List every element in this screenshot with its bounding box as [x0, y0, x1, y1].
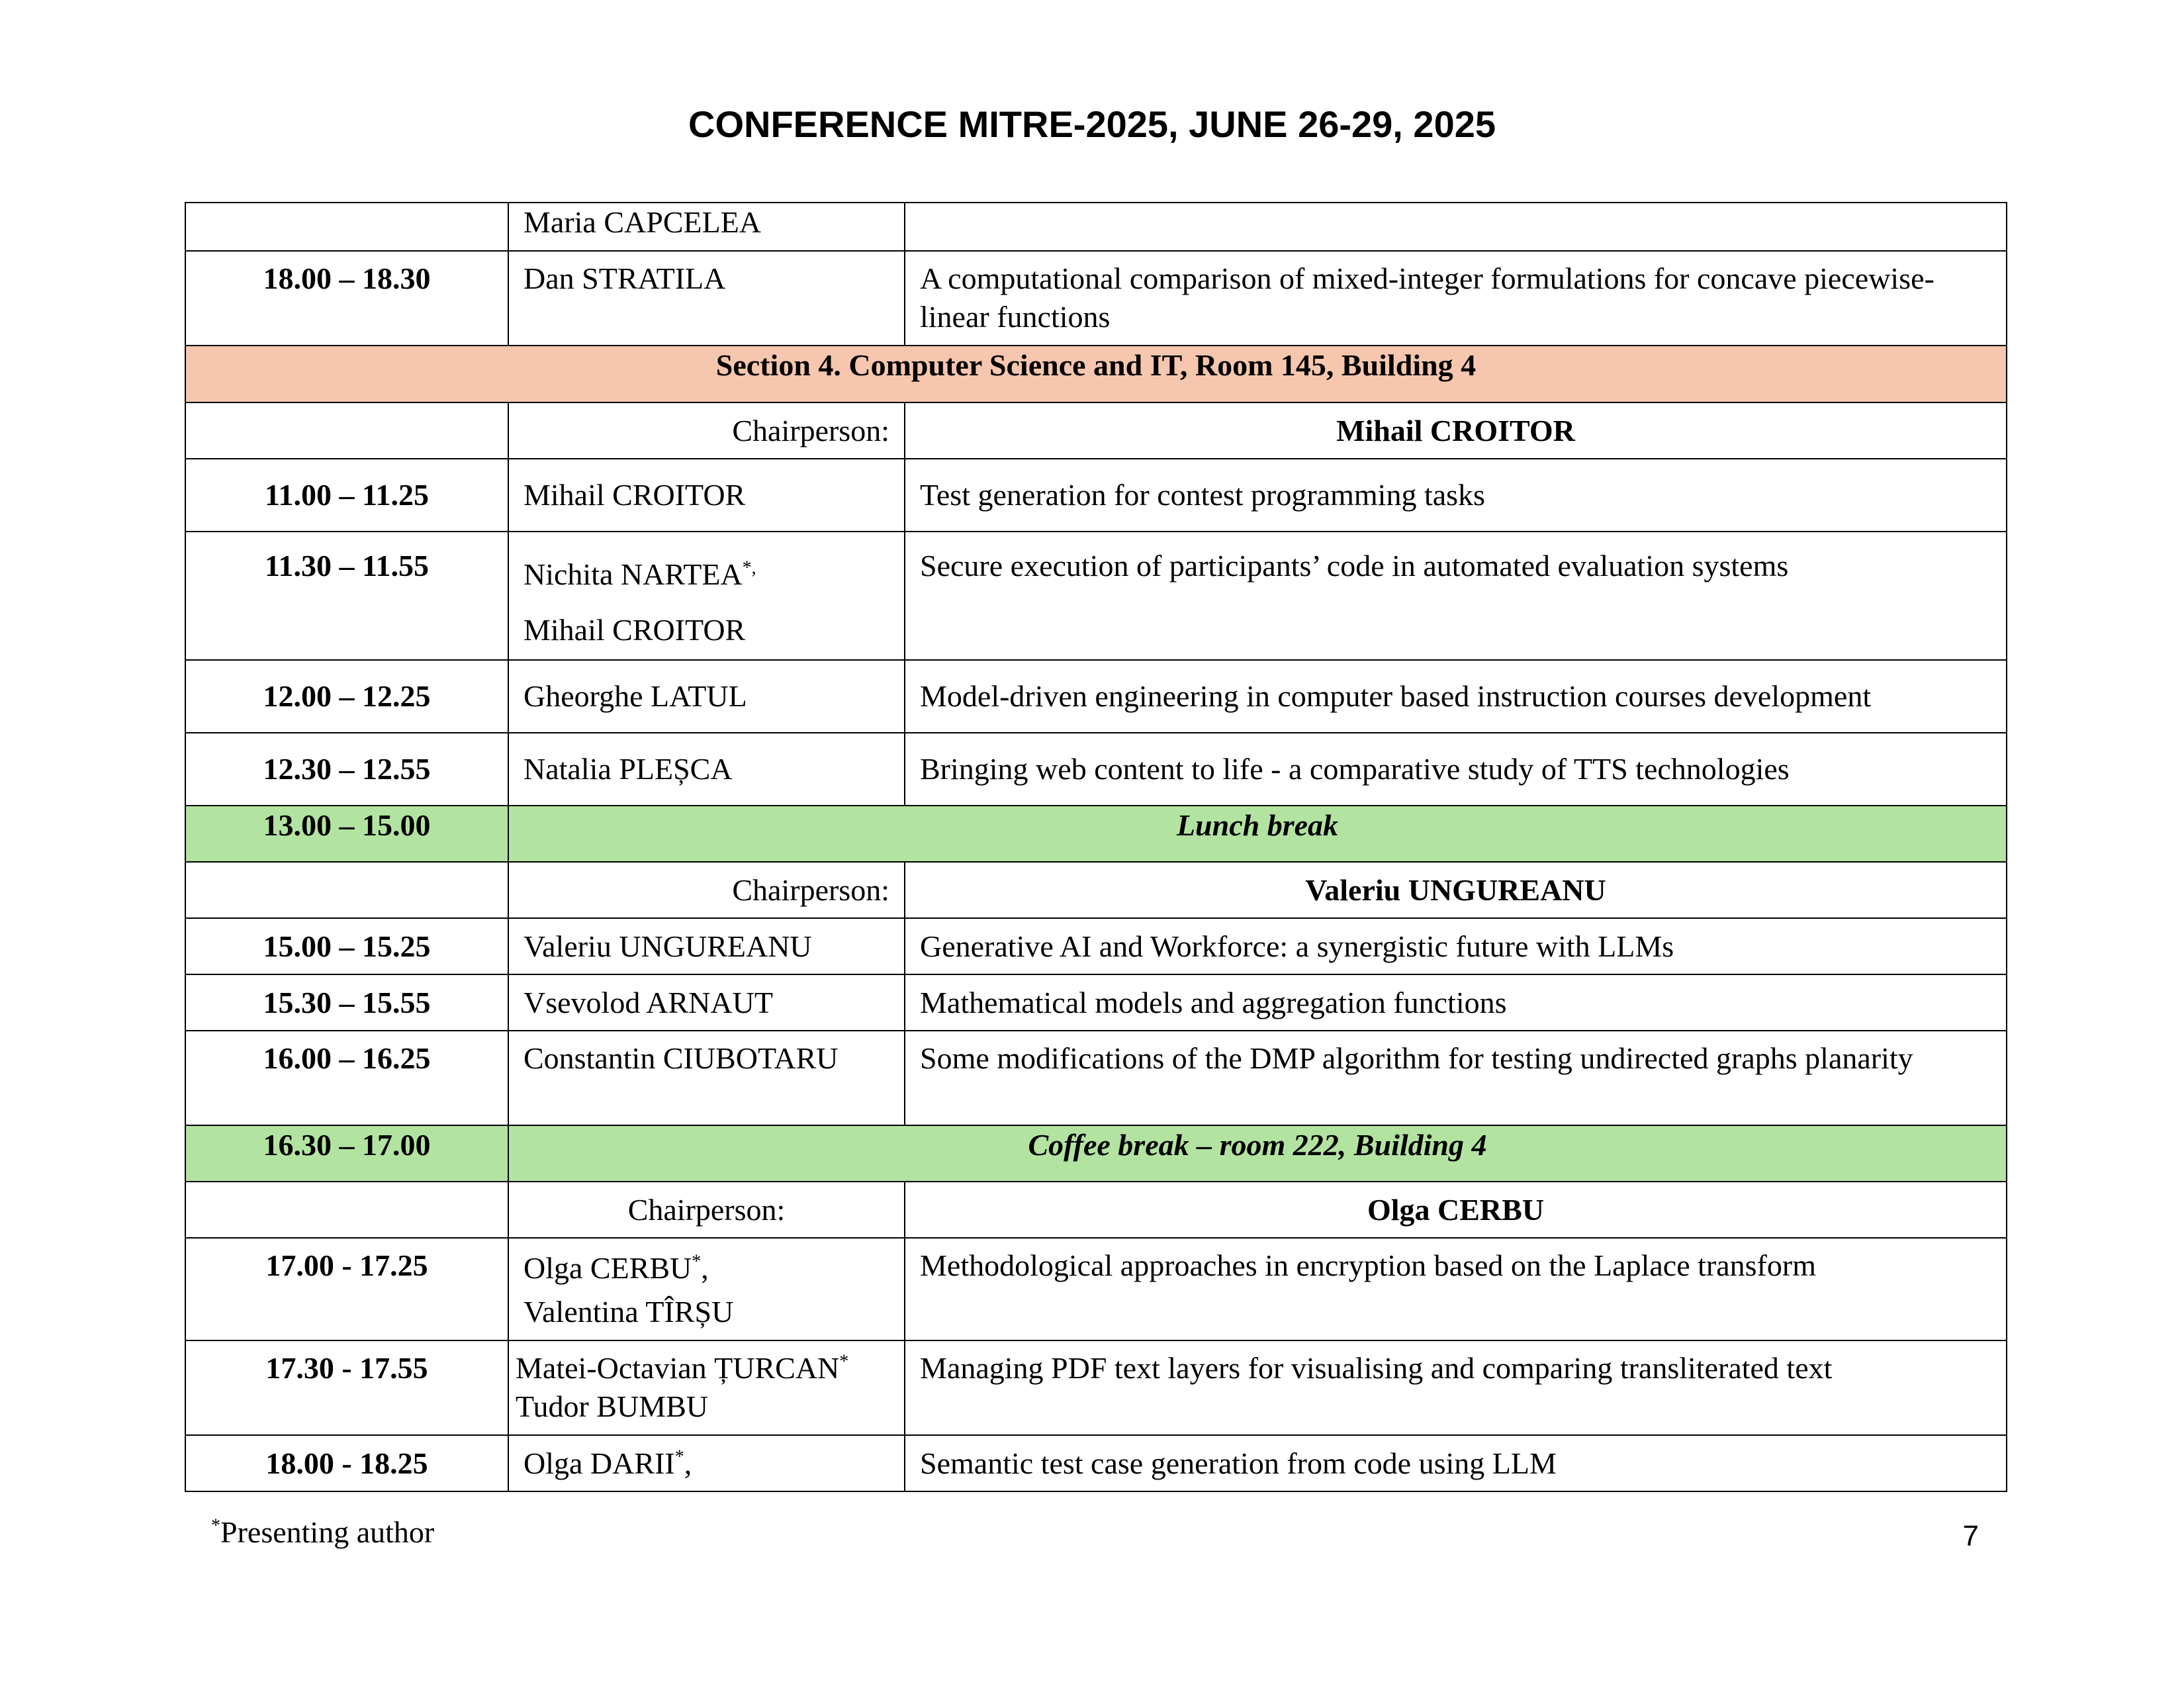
authors-cell: Valeriu UNGUREANU	[508, 918, 905, 974]
authors-cell	[508, 1435, 905, 1491]
table-row	[185, 660, 2007, 733]
time-cell: 16.00 – 16.25	[185, 1031, 508, 1125]
chairperson-name: Valeriu UNGUREANU	[905, 862, 2007, 918]
title-cell: Managing PDF text layers for visualising and comparing transliterated text	[905, 1340, 2007, 1435]
time-cell	[185, 1182, 508, 1238]
author-name: Tudor BUMBU	[516, 1389, 709, 1423]
author-name: Mihail CROITOR	[523, 613, 746, 647]
time-cell	[185, 203, 508, 251]
title-cell: Generative AI and Workforce: a synergistic future with LLMs	[905, 918, 2007, 974]
title-cell: Mathematical models and aggregation functions	[905, 974, 2007, 1031]
author-name: Valentina TÎRȘU	[523, 1295, 734, 1329]
table-row	[185, 733, 2007, 806]
authors-cell	[508, 1238, 905, 1340]
author-name: Matei-Octavian ȚURCAN	[516, 1351, 840, 1385]
footnote-text: Presenting author	[220, 1515, 435, 1549]
page-number: 7	[1962, 1520, 1979, 1552]
authors-cell	[508, 1340, 905, 1435]
presenting-author-mark: *	[674, 1446, 684, 1468]
presenting-author-mark: *	[839, 1351, 849, 1372]
time-cell: 18.00 - 18.25	[185, 1435, 508, 1491]
time-cell: 17.00 - 17.25	[185, 1238, 508, 1340]
title-cell: Test generation for contest programming tasks	[905, 459, 2007, 532]
title-cell	[905, 203, 2007, 251]
author-separator: ,	[684, 1446, 692, 1480]
author-name: Olga CERBU	[523, 1251, 692, 1285]
time-cell: 11.00 – 11.25	[185, 459, 508, 532]
authors-cell: Constantin CIUBOTARU	[508, 1031, 905, 1125]
author-name: Nichita NARTEA	[523, 557, 743, 591]
table-row	[185, 974, 2007, 1031]
table-row	[185, 532, 2007, 660]
chairperson-label: Chairperson:	[508, 862, 905, 918]
break-label: Lunch break	[508, 806, 2007, 862]
time-cell	[185, 402, 508, 459]
title-cell: Model-driven engineering in computer based instruction courses development	[905, 660, 2007, 733]
title-cell: Methodological approaches in encryption based on the Laplace transform	[905, 1238, 2007, 1340]
authors-cell: Natalia PLEȘCA	[508, 733, 905, 806]
time-cell: 15.00 – 15.25	[185, 918, 508, 974]
time-cell: 13.00 – 15.00	[185, 806, 508, 862]
chairperson-name: Olga CERBU	[905, 1182, 2007, 1238]
presenting-author-mark: *,	[742, 557, 756, 579]
chairperson-label: Chairperson:	[508, 402, 905, 459]
author-separator: ,	[701, 1251, 709, 1285]
title-cell: Semantic test case generation from code using LLM	[905, 1435, 2007, 1491]
chairperson-row	[185, 862, 2007, 918]
table-row	[185, 459, 2007, 532]
page-title: CONFERENCE MITRE-2025, JUNE 26-29, 2025	[688, 103, 1496, 145]
table-row	[185, 918, 2007, 974]
table-row	[185, 251, 2007, 346]
table-row	[185, 1238, 2007, 1340]
authors-cell: Maria CAPCELEA	[508, 203, 905, 251]
lunch-break-row	[185, 806, 2007, 862]
authors-cell	[508, 532, 905, 660]
title-cell: Some modifications of the DMP algorithm for testing undirected graphs planarity	[905, 1031, 2007, 1125]
table-row	[185, 203, 2007, 251]
time-cell	[185, 862, 508, 918]
break-label: Coffee break – room 222, Building 4	[508, 1125, 2007, 1182]
title-cell: Secure execution of participants’ code in automated evaluation systems	[905, 532, 2007, 660]
chairperson-label: Chairperson:	[508, 1182, 905, 1238]
authors-cell: Vsevolod ARNAUT	[508, 974, 905, 1031]
chairperson-row	[185, 402, 2007, 459]
coffee-break-row	[185, 1125, 2007, 1182]
section-header-row	[185, 346, 2007, 402]
schedule-table	[185, 202, 2007, 1492]
time-cell: 12.30 – 12.55	[185, 733, 508, 806]
table-row	[185, 1340, 2007, 1435]
authors-cell: Gheorghe LATUL	[508, 660, 905, 733]
time-cell: 17.30 - 17.55	[185, 1340, 508, 1435]
time-cell: 18.00 – 18.30	[185, 251, 508, 346]
presenting-author-mark: *	[692, 1251, 702, 1272]
time-cell: 15.30 – 15.55	[185, 974, 508, 1031]
time-cell: 12.00 – 12.25	[185, 660, 508, 733]
author-name: Olga DARII	[523, 1446, 675, 1480]
authors-cell: Mihail CROITOR	[508, 459, 905, 532]
authors-cell: Dan STRATILA	[508, 251, 905, 346]
section-title: Section 4. Computer Science and IT, Room 145, Building 4	[185, 346, 2007, 402]
chairperson-row	[185, 1182, 2007, 1238]
time-cell: 16.30 – 17.00	[185, 1125, 508, 1182]
table-row	[185, 1031, 2007, 1125]
chairperson-name: Mihail CROITOR	[905, 402, 2007, 459]
footnote-mark: *	[211, 1515, 220, 1536]
table-row	[185, 1435, 2007, 1491]
time-cell: 11.30 – 11.55	[185, 532, 508, 660]
title-cell: Bringing web content to life - a comparative study of TTS technologies	[905, 733, 2007, 806]
title-cell: A computational comparison of mixed-integer formulations for concave piecewise-linear functions	[905, 251, 2007, 346]
footnote	[211, 1515, 434, 1550]
